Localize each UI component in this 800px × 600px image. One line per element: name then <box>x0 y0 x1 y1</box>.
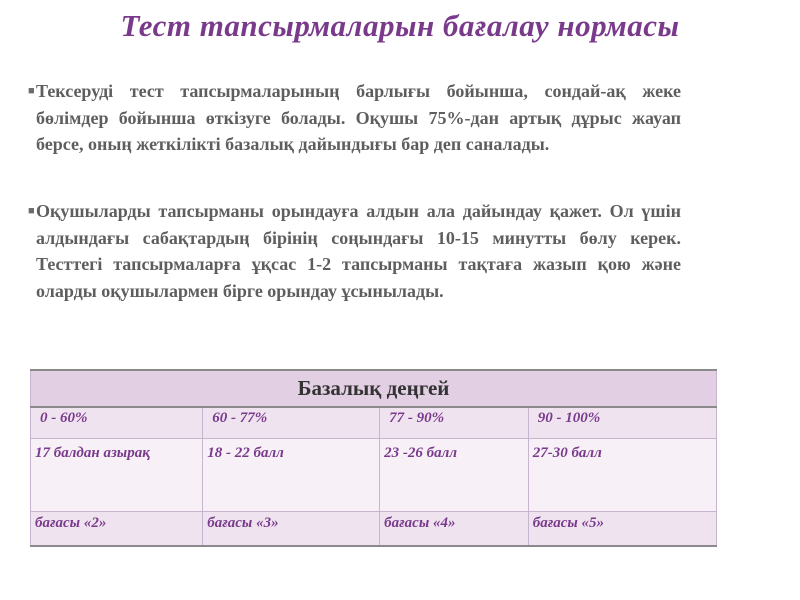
table-cell-points: 23 -26 балл <box>380 439 529 512</box>
table-cell-points: 18 - 22 балл <box>203 439 380 512</box>
table-cell-mark: бағасы «4» <box>380 512 529 547</box>
table-cell-range: 90 - 100% <box>528 407 716 439</box>
paragraph-2-text: Оқушыларды тапсырманы орындауға алдын ала дайындау қажет. Ол үшін алдындағы сабақтардың бірінің соңындағы 10-15 минутты бөлу керек. Тесттегі тапсырмаларға ұқсас 1-2 тапсырманы тақтаға жазып қою және оларды оқушылармен бірге орындау ұсынылады. <box>36 201 681 301</box>
table-cell-mark: бағасы «3» <box>203 512 380 547</box>
table-cell-points: 17 балдан азырақ <box>31 439 203 512</box>
table-cell-range: 0 - 60% <box>31 407 203 439</box>
table-cell-range: 77 - 90% <box>380 407 529 439</box>
table-cell-range: 60 - 77% <box>203 407 380 439</box>
bullet-icon: ■ <box>28 85 35 97</box>
table-cell-mark: бағасы «5» <box>528 512 716 547</box>
table-row-ranges <box>31 407 717 439</box>
table-row-marks <box>31 512 717 547</box>
paragraph-1-text: Тексеруді тест тапсырмаларының барлығы бойынша, сондай-ақ жеке бөлімдер бойынша өткізуге болады. Оқушы 75%-дан артық дұрыс жауап берсе, оның жеткілікті базалық дайындығы бар деп саналады. <box>36 81 681 154</box>
grading-table <box>30 369 717 547</box>
table-cell-mark: бағасы «2» <box>31 512 203 547</box>
paragraph-2 <box>28 198 681 304</box>
table-header: Базалық деңгей <box>31 370 717 407</box>
slide-title: Тест тапсырмаларын бағалау нормасы <box>120 8 680 43</box>
table-row-points <box>31 439 717 512</box>
table-cell-points: 27-30 балл <box>528 439 716 512</box>
table-header-row <box>31 370 717 407</box>
bullet-icon: ■ <box>28 205 35 217</box>
paragraph-1 <box>28 78 681 158</box>
